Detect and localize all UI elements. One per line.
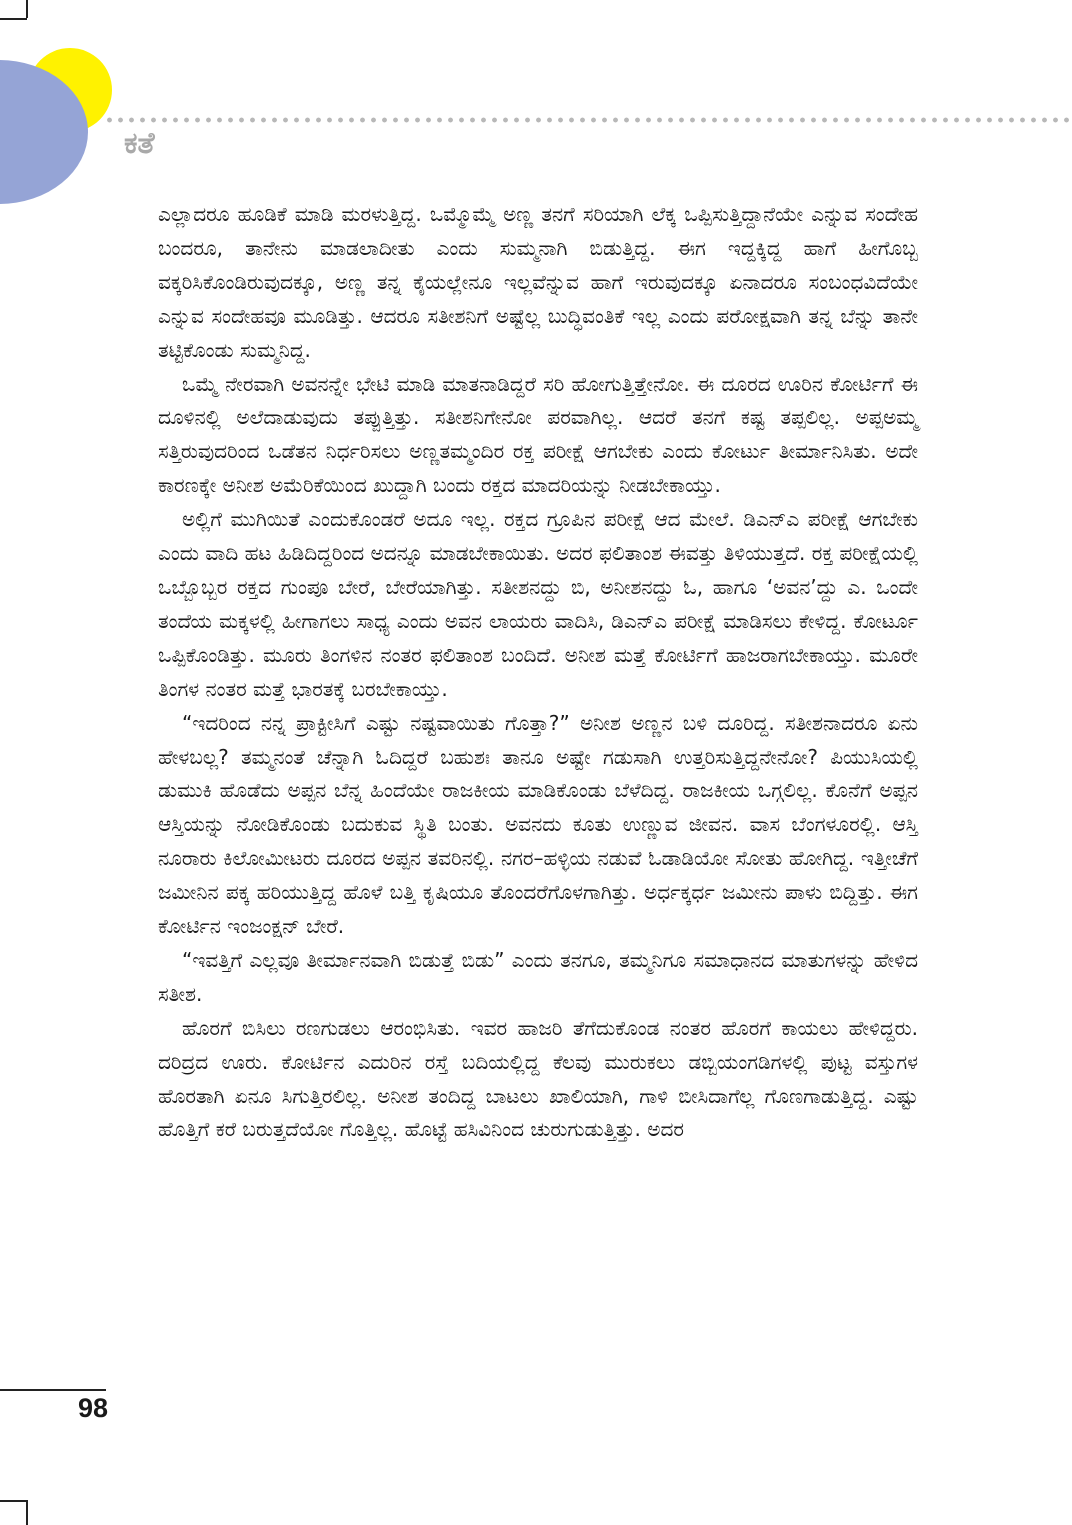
dotted-header-rule (104, 117, 1072, 123)
paragraph-1: ಎಲ್ಲಾದರೂ ಹೂಡಿಕೆ ಮಾಡಿ ಮರಳುತ್ತಿದ್ದ. ಒಮ್ಮೊಮ್ಮೆ ಅಣ್ಣ ತನಗೆ ಸರಿಯಾಗಿ ಲೆಕ್ಕ ಒಪ್ಪಿಸುತ್ತಿದ್ದಾನೆಯೇ ಎನ್ನುವ ಸಂದೇಹ ಬಂದರೂ, ತಾನೇನು ಮಾಡಲಾದೀತು ಎಂದು ಸುಮ್ಮನಾಗಿ ಬಿಡುತ್ತಿದ್ದ. ಈಗ ಇದ್ದಕ್ಕಿದ್ದ ಹಾಗೆ ಹೀಗೊಬ್ಬ ವಕ್ಕರಿಸಿಕೊಂಡಿರುವುದಕ್ಕೂ, ಅಣ್ಣ ತನ್ನ ಕೈಯಲ್ಲೇನೂ ಇಲ್ಲವೆನ್ನುವ ಹಾಗೆ ಇರುವುದಕ್ಕೂ ಏನಾದರೂ ಸಂಬಂಧವಿದೆಯೇ ಎನ್ನುವ ಸಂದೇಹವೂ ಮೂಡಿತ್ತು. ಆದರೂ ಸತೀಶನಿಗೆ ಅಷ್ಟೆಲ್ಲ ಬುದ್ಧಿವಂತಿಕೆ ಇಲ್ಲ ಎಂದು ಪರೋಕ್ಷವಾಗಿ ತನ್ನ ಬೆನ್ನು ತಾನೇ ತಟ್ಟಿಕೊಂಡು ಸುಮ್ಮನಿದ್ದ. (158, 202, 918, 362)
story-body (158, 198, 918, 1147)
crop-mark-top-horizontal (0, 18, 27, 20)
paragraph-6: ಹೊರಗೆ ಬಿಸಿಲು ರಣಗುಡಲು ಆರಂಭಿಸಿತು. ಇವರ ಹಾಜರಿ ತೆಗೆದುಕೊಂಡ ನಂತರ ಹೊರಗೆ ಕಾಯಲು ಹೇಳಿದ್ದರು. ದರಿದ್ರದ ಊರು. ಕೋರ್ಟಿನ ಎದುರಿನ ರಸ್ತೆ ಬದಿಯಲ್ಲಿದ್ದ ಕೆಲವು ಮುರುಕಲು ಡಬ್ಬಿಯಂಗಡಿಗಳಲ್ಲಿ ಪುಟ್ಟ ವಸ್ತುಗಳ ಹೊರತಾಗಿ ಏನೂ ಸಿಗುತ್ತಿರಲಿಲ್ಲ. ಅನೀಶ ತಂದಿದ್ದ ಬಾಟಲು ಖಾಲಿಯಾಗಿ, ಗಾಳಿ ಬೀಸಿದಾಗೆಲ್ಲ ಗೊಣಗಾಡುತ್ತಿದ್ದ. ಎಷ್ಟು ಹೊತ್ತಿಗೆ ಕರೆ ಬರುತ್ತದೆಯೋ ಗೊತ್ತಿಲ್ಲ. ಹೊಟ್ಟೆ ಹಸಿವಿನಿಂದ ಚುರುಗುಡುತ್ತಿತ್ತು. ಅದರ (158, 1015, 918, 1142)
page-number: 98 (78, 1393, 109, 1423)
page-number-rule (0, 1389, 106, 1391)
crop-mark-bottom-vertical (26, 1500, 28, 1525)
paragraph-3: ಅಲ್ಲಿಗೆ ಮುಗಿಯಿತೆ ಎಂದುಕೊಂಡರೆ ಅದೂ ಇಲ್ಲ. ರಕ್ತದ ಗ್ರೂಪಿನ ಪರೀಕ್ಷೆ ಆದ ಮೇಲೆ. ಡಿಎನ್‌ಎ ಪರೀಕ್ಷೆ ಆಗಬೇಕು ಎಂದು ವಾದಿ ಹಟ ಹಿಡಿದಿದ್ದರಿಂದ ಅದನ್ನೂ ಮಾಡಬೇಕಾಯಿತು. ಅದರ ಫಲಿತಾಂಶ ಈವತ್ತು ತಿಳಿಯುತ್ತದೆ. ರಕ್ತ ಪರೀಕ್ಷೆಯಲ್ಲಿ ಒಬ್ಬೊಬ್ಬರ ರಕ್ತದ ಗುಂಪೂ ಬೇರೆ, ಬೇರೆಯಾಗಿತ್ತು. ಸತೀಶನದ್ದು ಬಿ, ಅನೀಶನದ್ದು ಓ, ಹಾಗೂ ‘ಅವನ’ದ್ದು ಎ. ಒಂದೇ ತಂದೆಯ ಮಕ್ಕಳಲ್ಲಿ ಹೀಗಾಗಲು ಸಾಧ್ಯ ಎಂದು ಅವನ ಲಾಯರು ವಾದಿಸಿ, ಡಿಎನ್‌ಎ ಪರೀಕ್ಷೆ ಮಾಡಿಸಲು ಕೇಳಿದ್ದ. ಕೋರ್ಟೂ ಒಪ್ಪಿಕೊಂಡಿತ್ತು. ಮೂರು ತಿಂಗಳಿನ ನಂತರ ಫಲಿತಾಂಶ ಬಂದಿದೆ. ಅನೀಶ ಮತ್ತೆ ಕೋರ್ಟಿಗೆ ಹಾಜರಾಗಬೇಕಾಯ್ತು. ಮೂರೇ ತಿಂಗಳ ನಂತರ ಮತ್ತೆ ಭಾರತಕ್ಕೆ ಬರಬೇಕಾಯ್ತು. (158, 507, 918, 701)
crop-mark-bottom-horizontal (0, 1500, 27, 1502)
paragraph-5: “ಇವತ್ತಿಗೆ ಎಲ್ಲವೂ ತೀರ್ಮಾನವಾಗಿ ಬಿಡುತ್ತೆ ಬಿಡು” ಎಂದು ತನಗೂ, ತಮ್ಮನಿಗೂ ಸಮಾಧಾನದ ಮಾತುಗಳನ್ನು ಹೇಳಿದ ಸತೀಶ. (158, 947, 918, 1006)
section-label: ಕತೆ (124, 126, 155, 161)
paragraph-2: ಒಮ್ಮೆ ನೇರವಾಗಿ ಅವನನ್ನೇ ಭೇಟಿ ಮಾಡಿ ಮಾತನಾಡಿದ್ದರೆ ಸರಿ ಹೋಗುತ್ತಿತ್ತೇನೋ. ಈ ದೂರದ ಊರಿನ ಕೋರ್ಟಿಗೆ ಈ ದೂಳಿನಲ್ಲಿ ಅಲೆದಾಡುವುದು ತಪ್ಪುತ್ತಿತ್ತು. ಸತೀಶನಿಗೇನೋ ಪರವಾಗಿಲ್ಲ. ಆದರೆ ತನಗೆ ಕಷ್ಟ ತಪ್ಪಲಿಲ್ಲ. ಅಪ್ಪಅಮ್ಮ ಸತ್ತಿರುವುದರಿಂದ ಒಡೆತನ ನಿರ್ಧರಿಸಲು ಅಣ್ಣತಮ್ಮಂದಿರ ರಕ್ತ ಪರೀಕ್ಷೆ ಆಗಬೇಕು ಎಂದು ಕೋರ್ಟು ತೀರ್ಮಾನಿಸಿತು. ಅದೇ ಕಾರಣಕ್ಕೇ ಅನೀಶ ಅಮೆರಿಕೆಯಿಂದ ಖುದ್ದಾಗಿ ಬಂದು ರಕ್ತದ ಮಾದರಿಯನ್ನು ನೀಡಬೇಕಾಯ್ತು. (158, 371, 918, 498)
paragraph-4: “ಇದರಿಂದ ನನ್ನ ಪ್ರಾಕ್ಟೀಸಿಗೆ ಎಷ್ಟು ನಷ್ಟವಾಯಿತು ಗೊತ್ತಾ?” ಅನೀಶ ಅಣ್ಣನ ಬಳಿ ದೂರಿದ್ದ. ಸತೀಶನಾದರೂ ಏನು ಹೇಳಬಲ್ಲ? ತಮ್ಮನಂತೆ ಚೆನ್ನಾಗಿ ಓದಿದ್ದರೆ ಬಹುಶಃ ತಾನೂ ಅಷ್ಟೇ ಗಡುಸಾಗಿ ಉತ್ತರಿಸುತ್ತಿದ್ದನೇನೋ? ಪಿಯುಸಿಯಲ್ಲಿ ಡುಮುಕಿ ಹೊಡೆದು ಅಪ್ಪನ ಬೆನ್ನ ಹಿಂದೆಯೇ ರಾಜಕೀಯ ಮಾಡಿಕೊಂಡು ಬೆಳೆದಿದ್ದ. ರಾಜಕೀಯ ಒಗ್ಗಲಿಲ್ಲ. ಕೊನೆಗೆ ಅಪ್ಪನ ಆಸ್ತಿಯನ್ನು ನೋಡಿಕೊಂಡು ಬದುಕುವ ಸ್ಥಿತಿ ಬಂತು. ಅವನದು ಕೂತು ಉಣ್ಣುವ ಜೀವನ. ವಾಸ ಬೆಂಗಳೂರಲ್ಲಿ. ಆಸ್ತಿ ನೂರಾರು ಕಿಲೋಮೀಟರು ದೂರದ ಅಪ್ಪನ ತವರಿನಲ್ಲಿ. ನಗರ–ಹಳ್ಳಿಯ ನಡುವೆ ಓಡಾಡಿಯೋ ಸೋತು ಹೋಗಿದ್ದ. ಇತ್ತೀಚೆಗೆ ಜಮೀನಿನ ಪಕ್ಕ ಹರಿಯುತ್ತಿದ್ದ ಹೊಳೆ ಬತ್ತಿ ಕೃಷಿಯೂ ತೊಂದರೆಗೊಳಗಾಗಿತ್ತು. ಅರ್ಧಕ್ಕರ್ಧ ಜಮೀನು ಪಾಳು ಬಿದ್ದಿತ್ತು. ಈಗ ಕೋರ್ಟಿನ ಇಂಜಂಕ್ಷನ್ ಬೇರೆ. (158, 710, 918, 939)
crop-mark-top-vertical (26, 0, 28, 18)
